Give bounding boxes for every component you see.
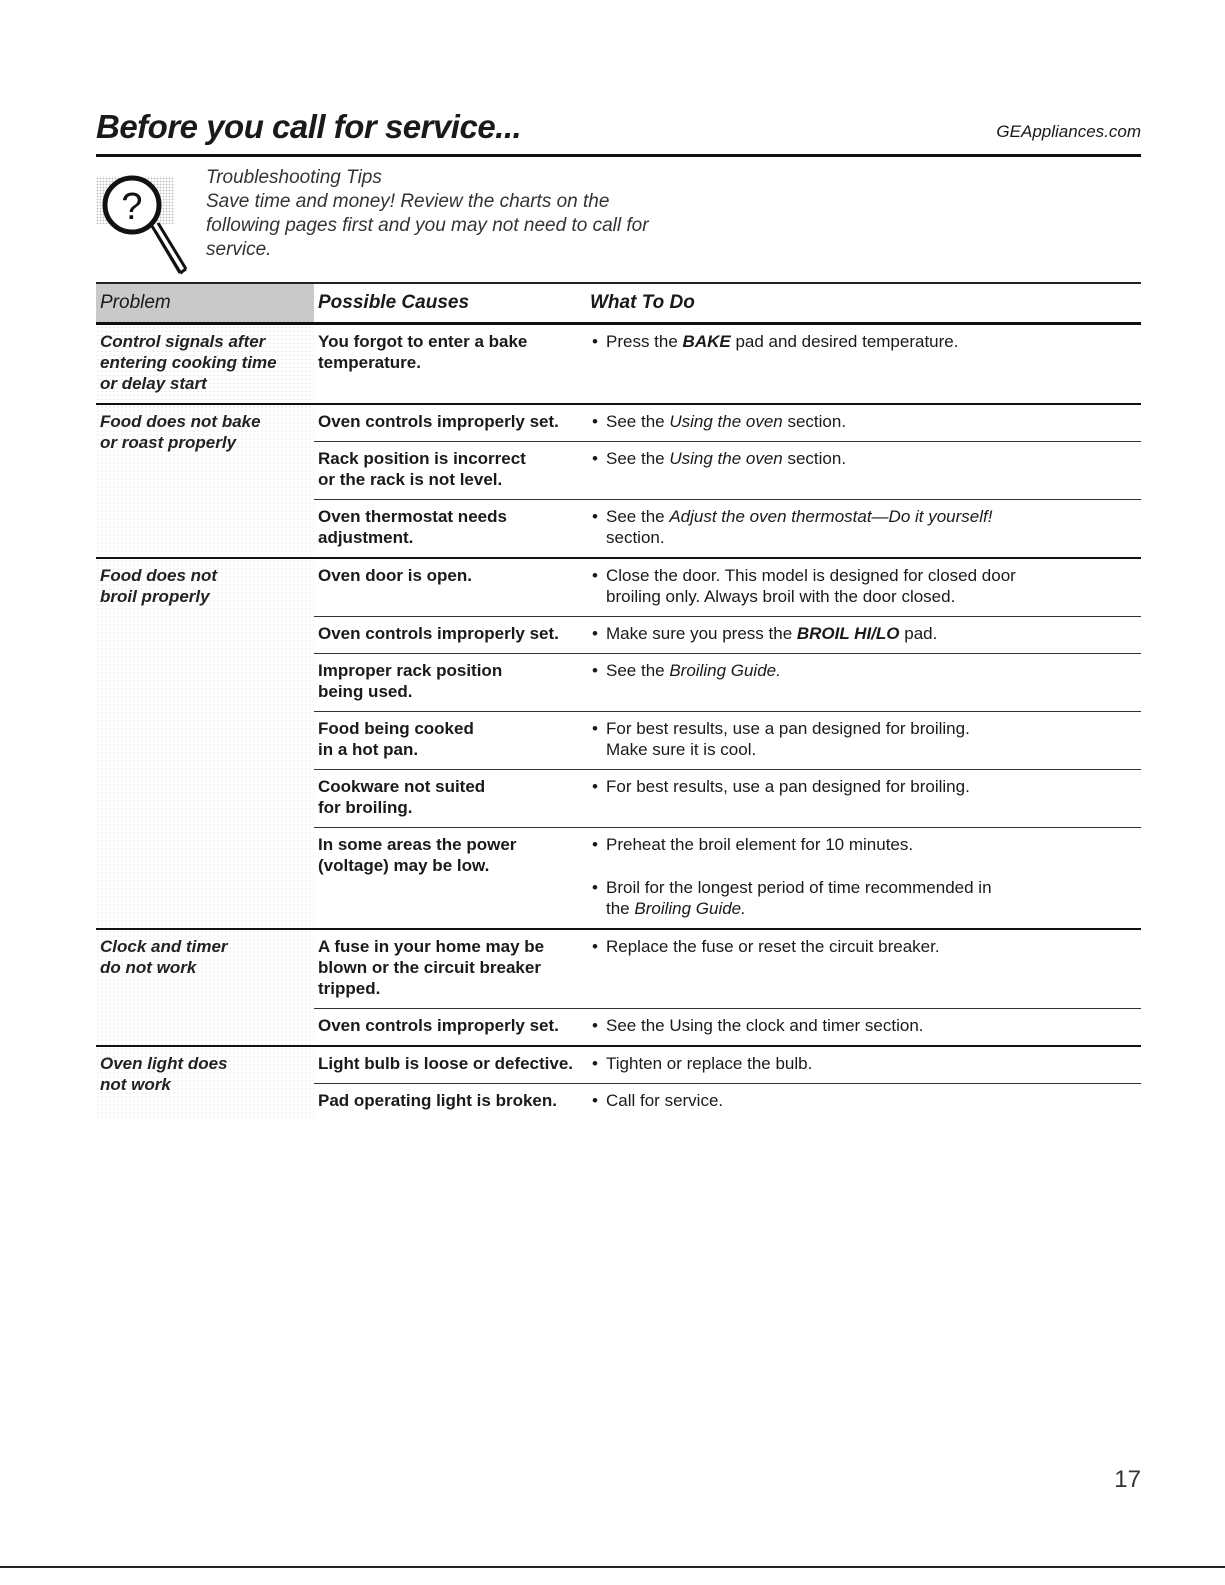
todo-cell: • Call for service. [586,1084,1141,1121]
todo-cell: • See the Broiling Guide. [586,654,1141,712]
cause-cell: Oven door is open. [314,558,586,617]
cause-cell: Oven controls improperly set. [314,617,586,654]
column-header-what-to-do: What To Do [586,283,1141,324]
table-row [96,558,1141,617]
cause-cell: Light bulb is loose or defective. [314,1046,586,1084]
intro-line: Save time and money! Review the charts on the [206,191,610,212]
todo-cell: • Replace the fuse or reset the circuit breaker. [586,929,1141,1009]
cause-cell: Oven controls improperly set. [314,404,586,442]
todo-cell: • See the Adjust the oven thermostat—Do it yourself! section. [586,500,1141,559]
cause-cell: Oven controls improperly set. [314,1009,586,1047]
problem-cell: Food does not bake or roast properly [96,404,314,558]
intro-text [206,166,649,262]
table-row [96,404,1141,442]
intro-line: service. [206,239,272,260]
todo-cell: • See the Using the oven section. [586,404,1141,442]
cause-cell: You forgot to enter a bake temperature. [314,324,586,405]
todo-cell: • For best results, use a pan designed for broiling. Make sure it is cool. [586,712,1141,770]
cause-cell: A fuse in your home may be blown or the circuit breaker tripped. [314,929,586,1009]
problem-cell: Control signals after entering cooking time or delay start [96,324,314,405]
column-header-causes: Possible Causes [314,283,586,324]
problem-cell: Oven light does not work [96,1046,314,1120]
cause-cell: Oven thermostat needs adjustment. [314,500,586,559]
svg-text:?: ? [121,186,143,228]
cause-cell: Pad operating light is broken. [314,1084,586,1121]
cause-cell: Food being cooked in a hot pan. [314,712,586,770]
table-row [96,1046,1141,1084]
table-header-row [96,283,1141,324]
cause-cell: Rack position is incorrect or the rack is not level. [314,442,586,500]
question-magnifier-icon [96,168,196,283]
todo-cell: • Tighten or replace the bulb. [586,1046,1141,1084]
divider [0,1566,1225,1568]
table-row [96,324,1141,405]
cause-cell: Improper rack position being used. [314,654,586,712]
page-number: 17 [1114,1466,1141,1493]
todo-cell: • See the Using the oven section. [586,442,1141,500]
problem-cell: Clock and timer do not work [96,929,314,1046]
intro-line: following pages first and you may not need to call for [206,215,649,236]
todo-cell: • Press the BAKE pad and desired temperature. [586,324,1141,405]
todo-cell: • See the Using the clock and timer section. [586,1009,1141,1047]
todo-cell: • For best results, use a pan designed for broiling. [586,770,1141,828]
cause-cell: Cookware not suited for broiling. [314,770,586,828]
problem-cell: Food does not broil properly [96,558,314,929]
todo-cell: • Close the door. This model is designed for closed door broiling only. Always broil with the door closed. [586,558,1141,617]
todo-cell: • Make sure you press the BROIL HI/LO pad. [586,617,1141,654]
page-header [96,104,1141,157]
todo-cell: • Preheat the broil element for 10 minutes. • Broil for the longest period of time recommended in the Broiling Guide. [586,828,1141,930]
website-label: GEAppliances.com [996,122,1141,141]
page-title: Before you call for service... [96,108,522,145]
troubleshooting-intro [96,162,1141,277]
cause-cell: In some areas the power (voltage) may be low. [314,828,586,930]
tips-title: Troubleshooting Tips [206,167,382,188]
table-row [96,929,1141,1009]
column-header-problem: Problem [96,283,314,324]
troubleshooting-table [96,282,1141,1120]
